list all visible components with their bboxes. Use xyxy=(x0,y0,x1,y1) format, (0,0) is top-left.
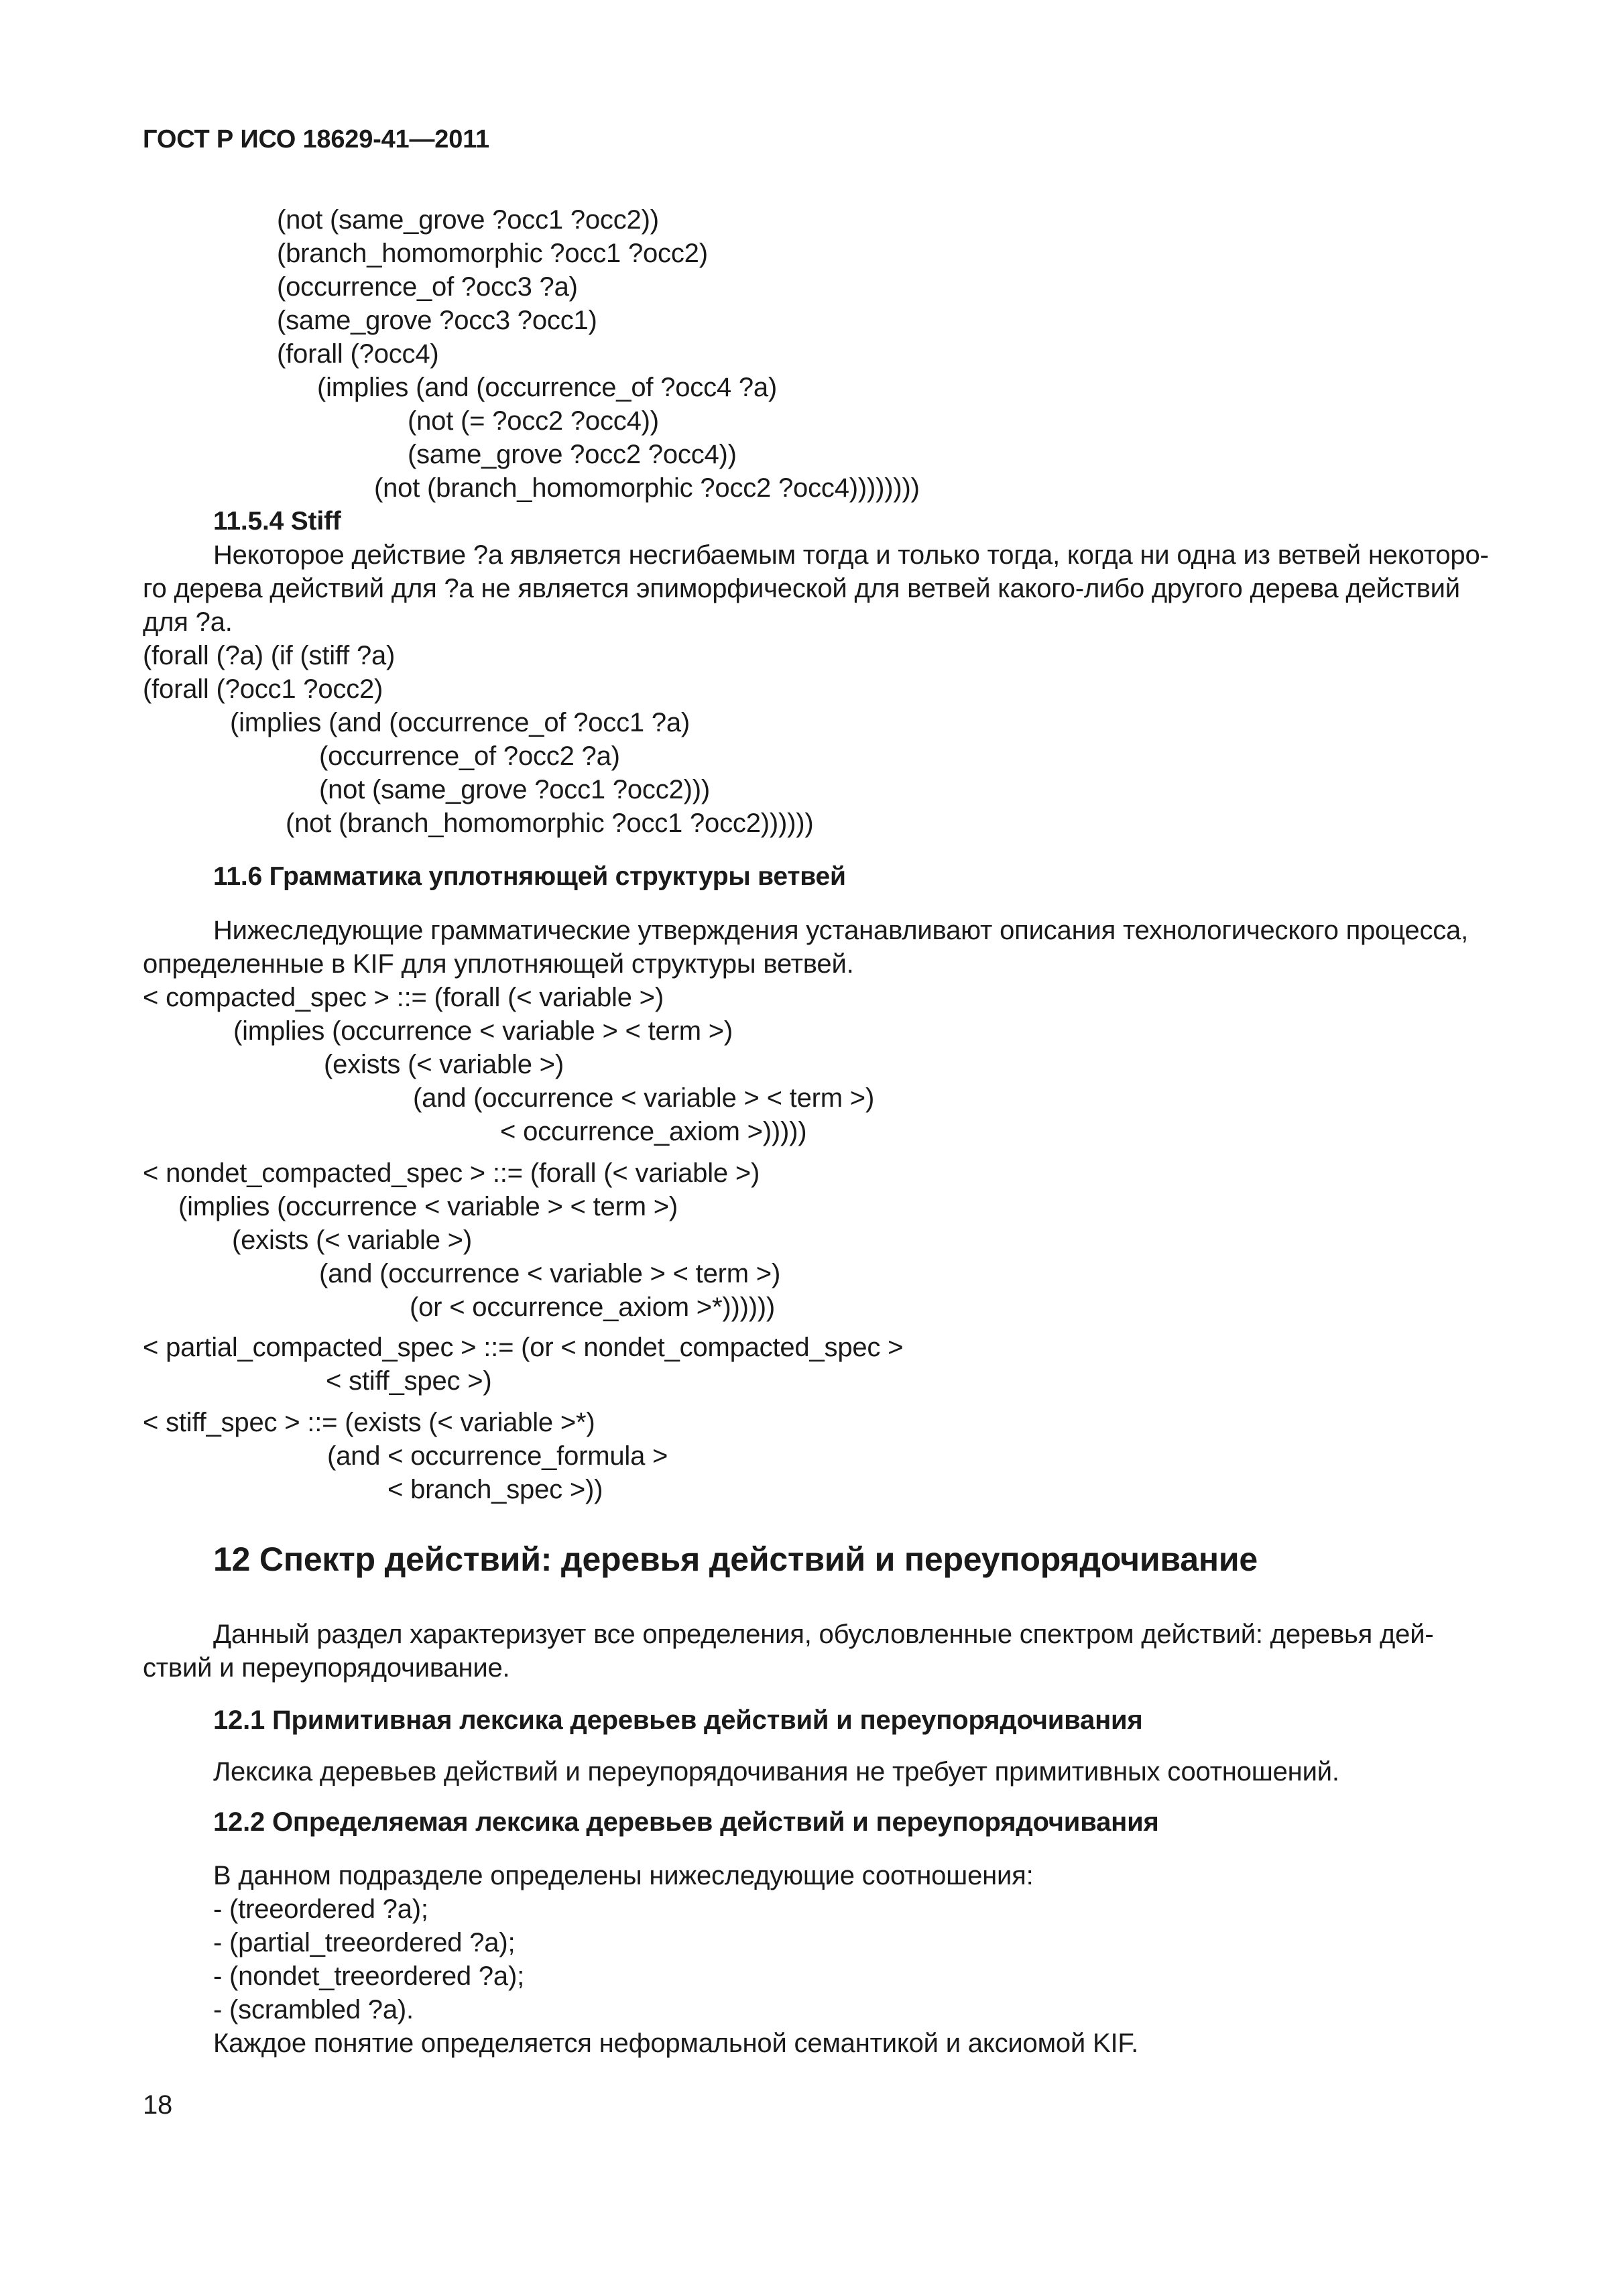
paragraph-line: Лексика деревьев действий и переупорядочивания не требует примитивных соотношений. xyxy=(213,1757,1339,1787)
code-line: (same_grove ?occ2 ?occ4)) xyxy=(408,440,737,469)
section-heading-12: 12 Спектр действий: деревья действий и переупорядочивание xyxy=(213,1540,1258,1578)
code-line: (not (same_grove ?occ1 ?occ2))) xyxy=(319,775,710,804)
list-item: - (nondet_treeordered ?a); xyxy=(213,1961,524,1991)
code-line: (forall (?occ4) xyxy=(277,339,439,369)
grammar-line: (implies (occurrence < variable > < term >) xyxy=(233,1016,733,1046)
list-item: - (treeordered ?a); xyxy=(213,1894,428,1924)
code-line: (not (branch_homomorphic ?occ1 ?occ2)))))) xyxy=(286,808,814,838)
grammar-line: < nondet_compacted_spec > ::= (forall (< variable >) xyxy=(143,1158,760,1188)
code-line: (implies (and (occurrence_of ?occ4 ?a) xyxy=(317,373,778,402)
list-item: - (scrambled ?a). xyxy=(213,1995,414,2025)
paragraph-line: Некоторое действие ?a является несгибаемым тогда и только тогда, когда ни одна из ветвей некоторо- xyxy=(213,540,1489,570)
paragraph-line: ствий и переупорядочивание. xyxy=(143,1653,510,1683)
grammar-line: (and < occurrence_formula > xyxy=(327,1441,668,1471)
paragraph-line: Нижеследующие грамматические утверждения устанавливают описания технологического процесса, xyxy=(213,916,1469,945)
paragraph-line: для ?a. xyxy=(143,607,233,637)
paragraph-line: определенные в KIF для уплотняющей структуры ветвей. xyxy=(143,949,854,979)
code-line: (not (same_grove ?occ1 ?occ2)) xyxy=(277,205,659,235)
code-line: (occurrence_of ?occ3 ?a) xyxy=(277,272,578,302)
document-header: ГОСТ Р ИСО 18629-41—2011 xyxy=(143,125,489,154)
paragraph-line: го дерева действий для ?a не является эпиморфической для ветвей какого-либо другого дерева действий xyxy=(143,574,1460,603)
code-line: (implies (and (occurrence_of ?occ1 ?a) xyxy=(230,708,690,737)
paragraph-line: Каждое понятие определяется неформальной семантикой и аксиомой KIF. xyxy=(213,2029,1139,2058)
grammar-line: < branch_spec >)) xyxy=(387,1475,603,1504)
code-line: (forall (?a) (if (stiff ?a) xyxy=(143,641,396,670)
grammar-line: (and (occurrence < variable > < term >) xyxy=(413,1083,875,1113)
code-line: (not (= ?occ2 ?occ4)) xyxy=(408,406,659,436)
section-heading-11-6: 11.6 Грамматика уплотняющей структуры ветвей xyxy=(213,862,846,891)
section-heading-11-5-4: 11.5.4 Stiff xyxy=(213,507,341,536)
grammar-line: (exists (< variable >) xyxy=(324,1050,564,1079)
grammar-line: (and (occurrence < variable > < term >) xyxy=(319,1259,781,1288)
section-heading-12-2: 12.2 Определяемая лексика деревьев действий и переупорядочивания xyxy=(213,1807,1159,1837)
code-line: (not (branch_homomorphic ?occ2 ?occ4)))))))) xyxy=(374,473,920,503)
grammar-line: < occurrence_axiom >))))) xyxy=(500,1117,807,1146)
page-number: 18 xyxy=(143,2090,173,2120)
code-line: (forall (?occ1 ?occ2) xyxy=(143,674,383,704)
grammar-line: < stiff_spec > ::= (exists (< variable >*) xyxy=(143,1408,595,1437)
grammar-line: (exists (< variable >) xyxy=(232,1225,472,1255)
code-line: (branch_homomorphic ?occ1 ?occ2) xyxy=(277,239,708,268)
grammar-line: (implies (occurrence < variable > < term >) xyxy=(178,1192,678,1221)
code-line: (occurrence_of ?occ2 ?a) xyxy=(319,741,620,771)
grammar-line: < stiff_spec >) xyxy=(326,1366,492,1396)
grammar-line: < partial_compacted_spec > ::= (or < nondet_compacted_spec > xyxy=(143,1333,904,1362)
section-heading-12-1: 12.1 Примитивная лексика деревьев действий и переупорядочивания xyxy=(213,1705,1143,1735)
list-item: - (partial_treeordered ?a); xyxy=(213,1928,516,1957)
code-line: (same_grove ?occ3 ?occ1) xyxy=(277,306,597,335)
grammar-line: (or < occurrence_axiom >*)))))) xyxy=(410,1292,776,1322)
paragraph-line: В данном подразделе определены нижеследующие соотношения: xyxy=(213,1861,1034,1890)
grammar-line: < compacted_spec > ::= (forall (< variable >) xyxy=(143,983,664,1012)
paragraph-line: Данный раздел характеризует все определения, обусловленные спектром действий: деревья дей- xyxy=(213,1620,1434,1649)
